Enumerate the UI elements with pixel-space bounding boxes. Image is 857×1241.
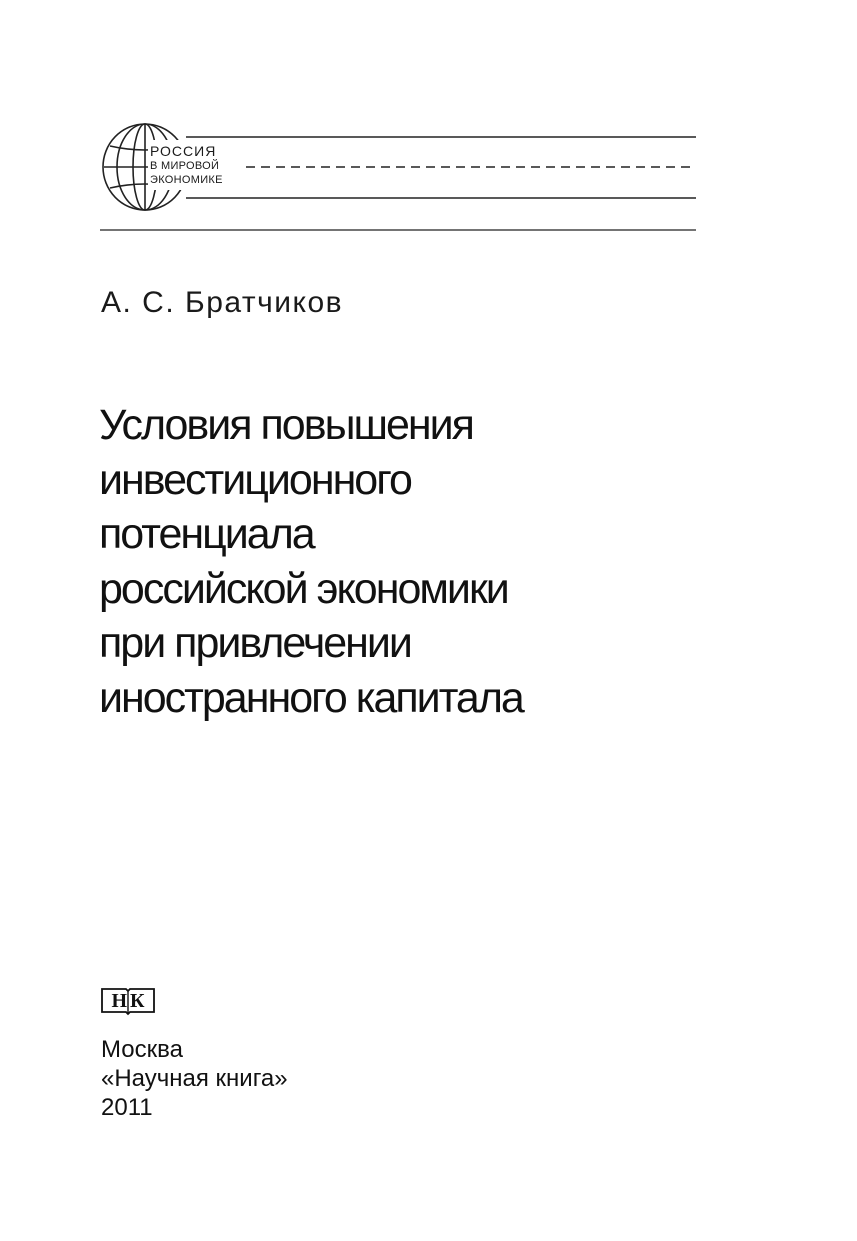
imprint-year: 2011 bbox=[101, 1094, 153, 1121]
title-line: потенциала bbox=[99, 510, 314, 558]
imprint-publisher: «Научная книга» bbox=[101, 1065, 288, 1092]
title-line: при привлечении bbox=[99, 619, 411, 667]
imprint bbox=[101, 1035, 288, 1122]
title-line: российской экономики bbox=[99, 564, 508, 613]
author-name: А. С. Братчиков bbox=[101, 286, 344, 319]
title-line: иностранного капитала bbox=[99, 673, 523, 722]
imprint-city: Москва bbox=[101, 1036, 183, 1063]
title-line: инвестиционного bbox=[99, 455, 411, 504]
publisher-logo bbox=[100, 986, 156, 1016]
publisher-logo-letters: НК bbox=[111, 989, 148, 1012]
title-line: Условия повышения bbox=[99, 401, 473, 449]
series-name-line-2: В МИРОВОЙ bbox=[150, 160, 220, 172]
series-logo bbox=[100, 120, 700, 235]
series-name-line-1: РОССИЯ bbox=[150, 143, 217, 159]
book-title bbox=[99, 398, 523, 725]
series-name-line-3: ЭКОНОМИКЕ bbox=[150, 174, 223, 186]
